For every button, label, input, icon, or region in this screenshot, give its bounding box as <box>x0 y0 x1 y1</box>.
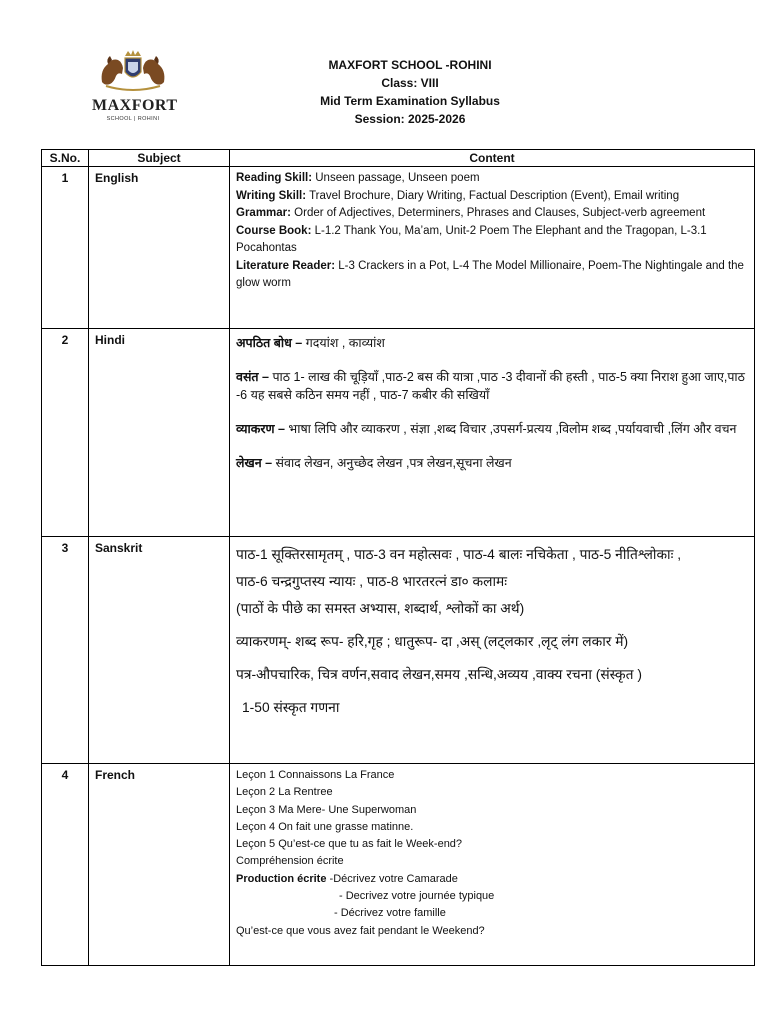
content-line: Leçon 1 Connaissons La France <box>236 769 395 781</box>
content-line: Qu’est-ce que vous avez fait pendant le Weekend? <box>236 924 485 937</box>
exam-title: Mid Term Examination Syllabus <box>320 94 500 108</box>
content-line: वसंत – पाठ 1- लाख की चूड़ियाँ ,पाठ-2 बस की यात्रा ,पाठ -3 दीवानों की हस्ती , पाठ-5 क्या निराश हुआ जाए,पाठ -6 यह सबसे कठिन समय नहीं , पाठ-7 कबीर की सखियाँ <box>236 370 745 402</box>
content-line: 1-50 संस्कृत गणना <box>242 700 340 715</box>
row-number: 3 <box>42 537 89 764</box>
table-row-english <box>42 167 755 329</box>
content-line: व्याकरणम्- शब्द रूप- हरि,गृह ; धातुरूप- दा ,अस् (लट्लकार ,लृट् लंग लकार में) <box>236 634 629 649</box>
content-line: अपठित बोध – गदयांश , काव्यांश <box>236 336 385 350</box>
column-header-subject: Subject <box>89 150 230 167</box>
class-name: Class: VIII <box>381 76 439 90</box>
table-row-french <box>42 764 755 966</box>
content-line: Course Book: L-1.2 Thank You, Ma’am, Unit-2 Poem The Elephant and the Tragopan, L-3.1 Pocahontas <box>236 224 707 254</box>
content-line: पाठ-6 चन्द्रगुप्तस्य न्यायः , पाठ-8 भारतरत्नं डा० कलामः <box>236 574 508 589</box>
document-header <box>280 56 540 128</box>
logo-wordmark: MAXFORT <box>92 97 178 114</box>
column-header-sno: S.No. <box>42 150 89 167</box>
content-line: - Decrivez votre journée typique <box>339 890 495 903</box>
content-cell <box>230 167 755 329</box>
subject-name: Hindi <box>89 329 230 537</box>
content-line: Production écrite -Décrivez votre Camarade <box>236 872 458 885</box>
syllabus-table <box>41 149 755 966</box>
row-number: 4 <box>42 764 89 966</box>
school-crest-icon <box>92 50 174 96</box>
session-label: Session: 2025-2026 <box>354 112 466 126</box>
content-cell <box>230 764 755 966</box>
logo-subtitle: SCHOOL | ROHINI <box>106 116 160 122</box>
content-line: Reading Skill: Unseen passage, Unseen poem <box>236 172 480 184</box>
content-line: (पाठों के पीछे का समस्त अभ्यास, शब्दार्थ, श्लोकों का अर्थ) <box>236 601 525 616</box>
subject-name: Sanskrit <box>89 537 230 764</box>
content-line: Writing Skill: Travel Brochure, Diary Writing, Factual Description (Event), Email writing <box>236 189 680 202</box>
content-line: Leçon 3 Ma Mere- Une Superwoman <box>236 803 417 816</box>
subject-name: French <box>89 764 230 966</box>
subject-name: English <box>89 167 230 329</box>
content-line: Literature Reader: L-3 Crackers in a Pot, L-4 The Model Millionaire, Poem-The Nightingale and the glow worm <box>236 259 744 289</box>
content-line: Leçon 5 Qu’est-ce que tu as fait le Week-end? <box>236 838 463 851</box>
school-name: MAXFORT SCHOOL -ROHINI <box>328 58 492 72</box>
content-line: Leçon 2 La Rentree <box>236 786 333 799</box>
content-line: - Décrivez votre famille <box>334 907 446 920</box>
content-line: Leçon 4 On fait une grasse matinne. <box>236 820 414 833</box>
content-line: लेखन – संवाद लेखन, अनुच्छेद लेखन ,पत्र लेखन,सूचना लेखन <box>236 456 512 470</box>
content-line: Compréhension écrite <box>236 855 344 868</box>
content-cell <box>230 329 755 537</box>
table-header-row <box>42 150 755 167</box>
row-number: 2 <box>42 329 89 537</box>
column-header-content: Content <box>230 150 755 167</box>
content-line: Grammar: Order of Adjectives, Determiners, Phrases and Clauses, Subject-verb agreement <box>236 207 706 219</box>
table-row-hindi <box>42 329 755 537</box>
content-line: व्याकरण – भाषा लिपि और व्याकरण , संज्ञा ,शब्द विचार ,उपसर्ग-प्रत्यय ,विलोम शब्द ,पर्यायवाची ,लिंग और वचन <box>236 422 737 436</box>
content-cell <box>230 537 755 764</box>
row-number: 1 <box>42 167 89 329</box>
table-row-sanskrit <box>42 537 755 764</box>
content-line: पत्र-औपचारिक, चित्र वर्णन,सवाद लेखन,समय ,सन्धि,अव्यय ,वाक्य रचना (संस्कृत ) <box>236 667 642 682</box>
content-line: पाठ-1 सूक्तिरसामृतम् , पाठ-3 वन महोत्सवः , पाठ-4 बालः नचिकेता , पाठ-5 नीतिश्लोकाः , <box>236 547 682 562</box>
school-logo <box>92 50 178 130</box>
